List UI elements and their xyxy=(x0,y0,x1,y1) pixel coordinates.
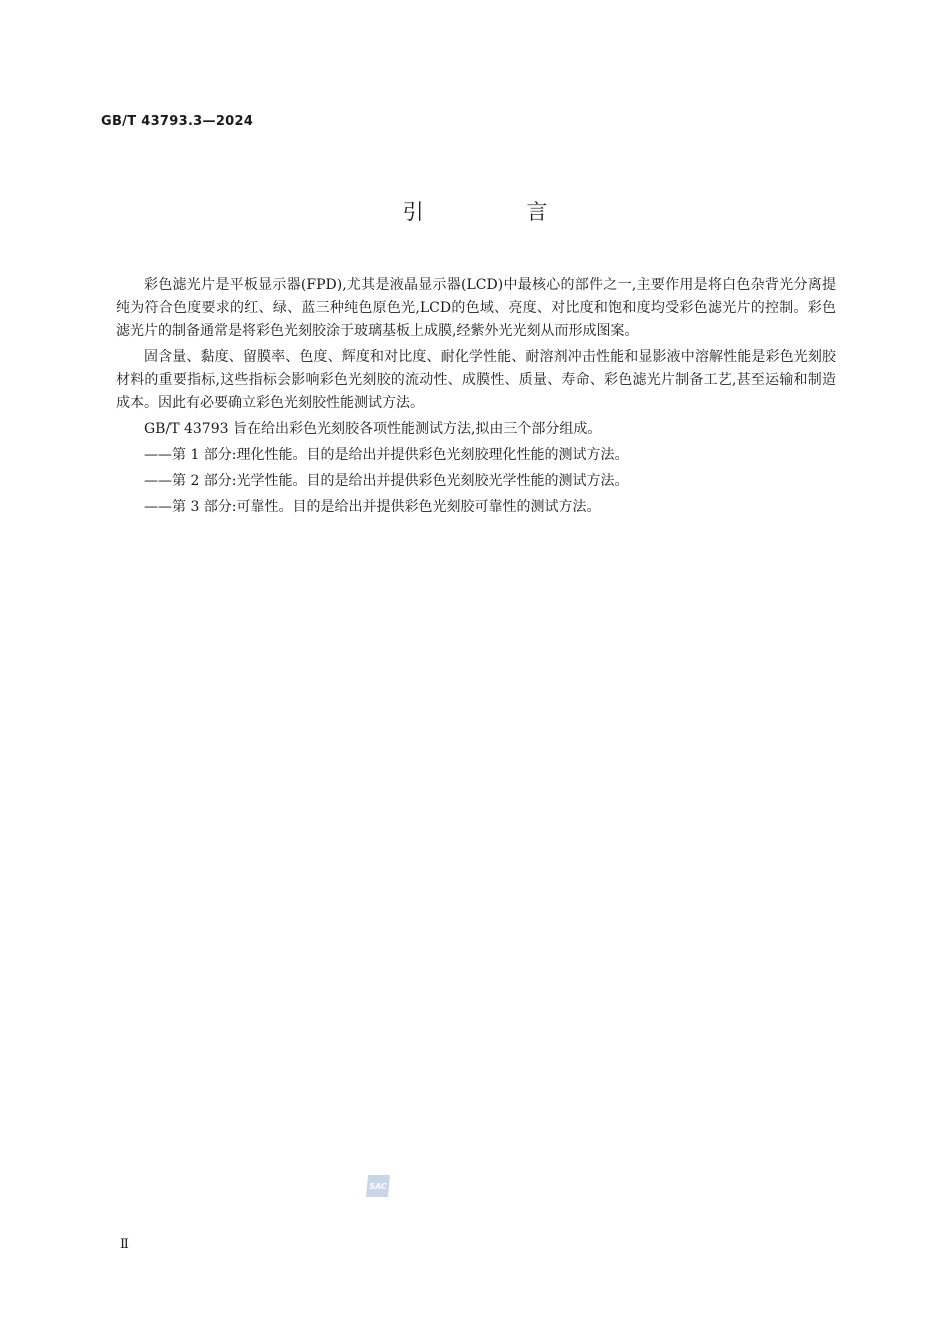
part-list-item: ——第 2 部分:光学性能。目的是给出并提供彩色光刻胶光学性能的测试方法。 xyxy=(144,473,629,489)
standard-code: GB/T 43793.3—2024 xyxy=(101,114,254,129)
paragraph: GB/T 43793 旨在给出彩色光刻胶各项性能测试方法,拟由三个部分组成。 xyxy=(144,421,602,437)
paragraph: 彩色滤光片是平板显示器(FPD),尤其是液晶显示器(LCD)中最核心的部件之一,主要作用是将白色杂背光分离提纯为符合色度要求的红、绿、蓝三种纯色原色光,LCD的色域、亮度、对比度和饱和度均受彩色滤光片的控制。彩色滤光片的制备通常是将彩色光刻胶涂于玻璃基板上成膜,经紫外光光刻从而形成图案。 xyxy=(116,277,836,339)
page-number: Ⅱ xyxy=(120,1237,129,1252)
sac-watermark-logo xyxy=(364,1173,392,1199)
page-title: 引 言 xyxy=(402,200,596,224)
paragraph: 固含量、黏度、留膜率、色度、辉度和对比度、耐化学性能、耐溶剂冲击性能和显影液中溶解性能是彩色光刻胶材料的重要指标,这些指标会影响彩色光刻胶的流动性、成膜性、质量、寿命、彩色滤光片制备工艺,甚至运输和制造成本。因此有必要确立彩色光刻胶性能测试方法。 xyxy=(116,349,836,411)
part-list-item: ——第 3 部分:可靠性。目的是给出并提供彩色光刻胶可靠性的测试方法。 xyxy=(144,499,601,515)
introduction-body xyxy=(116,274,836,519)
part-list-item: ——第 1 部分:理化性能。目的是给出并提供彩色光刻胶理化性能的测试方法。 xyxy=(144,447,629,463)
watermark-text: SAC xyxy=(369,1182,387,1191)
